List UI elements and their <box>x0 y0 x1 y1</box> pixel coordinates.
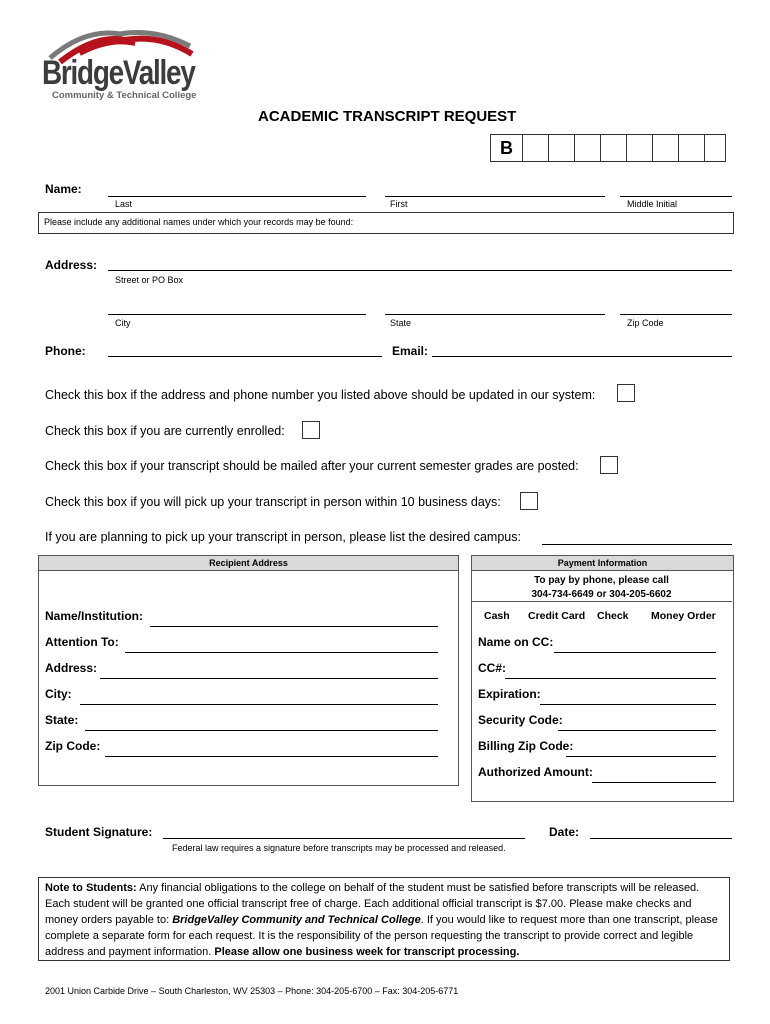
id-digit-box[interactable] <box>523 135 549 161</box>
currently-enrolled-checkbox[interactable] <box>302 421 320 439</box>
recipient-city-label: City: <box>45 687 72 701</box>
id-digit-box[interactable] <box>575 135 601 161</box>
campus-field[interactable] <box>542 544 732 545</box>
recipient-name-field[interactable] <box>150 626 438 627</box>
additional-names-field[interactable] <box>38 212 734 234</box>
date-label: Date: <box>549 825 580 839</box>
city-field[interactable] <box>108 314 366 315</box>
street-caption: Street or PO Box <box>115 275 184 285</box>
payment-method-credit-card[interactable]: Credit Card <box>528 610 586 622</box>
recipient-address-label: Address: <box>45 661 98 675</box>
cc-number-field[interactable] <box>505 678 716 679</box>
id-digit-box[interactable] <box>679 135 705 161</box>
id-digit-box[interactable] <box>705 135 725 161</box>
attention-to-field[interactable] <box>125 652 438 653</box>
zip-field[interactable] <box>620 314 732 315</box>
footer-address: 2001 Union Carbide Drive – South Charleston, WV 25303 – Phone: 304-205-6700 – Fax: 304-205-6771 <box>45 986 459 996</box>
recipient-state-label: State: <box>45 713 79 727</box>
billing-zip-label: Billing Zip Code: <box>478 739 574 753</box>
name-label: Name: <box>45 182 82 196</box>
middle-initial-field[interactable] <box>620 196 732 197</box>
email-field[interactable] <box>432 356 732 357</box>
mail-after-grades-text: Check this box if your transcript should be mailed after your current semester grades are posted: <box>45 459 579 473</box>
recipient-zip-label: Zip Code: <box>45 739 101 753</box>
recipient-name-label: Name/Institution: <box>45 609 143 623</box>
id-digit-box[interactable] <box>601 135 627 161</box>
pickup-in-person-checkbox[interactable] <box>520 492 538 510</box>
expiration-field[interactable] <box>540 704 716 705</box>
payment-method-cash[interactable]: Cash <box>484 610 510 622</box>
authorized-amount-field[interactable] <box>592 782 716 783</box>
signature-notice: Federal law requires a signature before transcripts may be processed and released. <box>172 843 506 853</box>
note-payee: BridgeValley Community and Technical College <box>172 914 421 926</box>
first-name-caption: First <box>390 199 408 209</box>
note-closing: Please allow one business week for transcript processing. <box>214 946 520 958</box>
campus-prompt: If you are planning to pick up your transcript in person, please list the desired campus: <box>45 530 521 544</box>
state-caption: State <box>390 318 412 328</box>
pickup-in-person-text: Check this box if you will pick up your transcript in person within 10 business days: <box>45 495 501 509</box>
phone-label: Phone: <box>45 344 86 358</box>
additional-names-label: Please include any additional names under which your records may be found: <box>44 217 354 227</box>
payment-info-header: Payment Information <box>472 556 733 571</box>
date-field[interactable] <box>590 838 732 839</box>
recipient-address-header: Recipient Address <box>39 556 458 571</box>
payment-method-check[interactable]: Check <box>597 610 629 622</box>
authorized-amount-label: Authorized Amount: <box>478 765 593 779</box>
first-name-field[interactable] <box>385 196 605 197</box>
billing-zip-field[interactable] <box>566 756 716 757</box>
payment-method-money-order[interactable]: Money Order <box>651 610 716 622</box>
recipient-zip-field[interactable] <box>105 756 438 757</box>
expiration-label: Expiration: <box>478 687 541 701</box>
pay-by-phone-line2: 304-734-6649 or 304-205-6602 <box>531 589 672 600</box>
id-prefix: B <box>491 135 523 161</box>
update-info-checkbox[interactable] <box>617 384 635 402</box>
payment-divider <box>471 601 732 602</box>
address-label: Address: <box>45 258 98 272</box>
id-digit-box[interactable] <box>549 135 575 161</box>
attention-to-label: Attention To: <box>45 635 119 649</box>
recipient-address-box <box>38 555 459 786</box>
logo-subtitle: Community & Technical College <box>52 90 197 101</box>
email-label: Email: <box>392 344 429 358</box>
page-title: ACADEMIC TRANSCRIPT REQUEST <box>258 108 517 125</box>
middle-initial-caption: Middle Initial <box>627 199 678 209</box>
last-name-field[interactable] <box>108 196 366 197</box>
id-digit-box[interactable] <box>653 135 679 161</box>
security-code-field[interactable] <box>558 730 716 731</box>
student-signature-label: Student Signature: <box>45 825 153 839</box>
currently-enrolled-text: Check this box if you are currently enrolled: <box>45 424 285 438</box>
recipient-city-field[interactable] <box>80 704 438 705</box>
zip-caption: Zip Code <box>627 318 664 328</box>
note-to-students-box <box>38 877 730 961</box>
pay-by-phone-line1: To pay by phone, please call <box>534 575 669 586</box>
security-code-label: Security Code: <box>478 713 563 727</box>
note-text-2: . If you would like to request more than one transcript, please complete a separate form for each request. It is the responsibility of the person requesting the transcript to provide correct and legible address and payment information. <box>45 914 718 958</box>
cc-number-label: CC#: <box>478 661 507 675</box>
street-field[interactable] <box>108 270 732 271</box>
state-field[interactable] <box>385 314 605 315</box>
college-logo <box>40 24 210 104</box>
update-info-text: Check this box if the address and phone number you listed above should be updated in our system: <box>45 388 596 402</box>
student-id-grid <box>490 134 726 162</box>
last-name-caption: Last <box>115 199 133 209</box>
name-on-cc-label: Name on CC: <box>478 635 554 649</box>
id-digit-box[interactable] <box>627 135 653 161</box>
note-heading: Note to Students: <box>45 882 137 894</box>
name-on-cc-field[interactable] <box>554 652 716 653</box>
phone-field[interactable] <box>108 356 382 357</box>
city-caption: City <box>115 318 131 328</box>
logo-wordmark: BridgeValley <box>42 54 195 92</box>
mail-after-grades-checkbox[interactable] <box>600 456 618 474</box>
recipient-address-field[interactable] <box>100 678 438 679</box>
note-text-1: Any financial obligations to the college on behalf of the student must be satisfied before transcripts will be released. Each student will be granted one official transcript free of charge. Each additional official transcript is $7.00. Please make checks and money orders payable to: <box>45 882 700 926</box>
student-signature-field[interactable] <box>163 838 525 839</box>
recipient-state-field[interactable] <box>85 730 438 731</box>
